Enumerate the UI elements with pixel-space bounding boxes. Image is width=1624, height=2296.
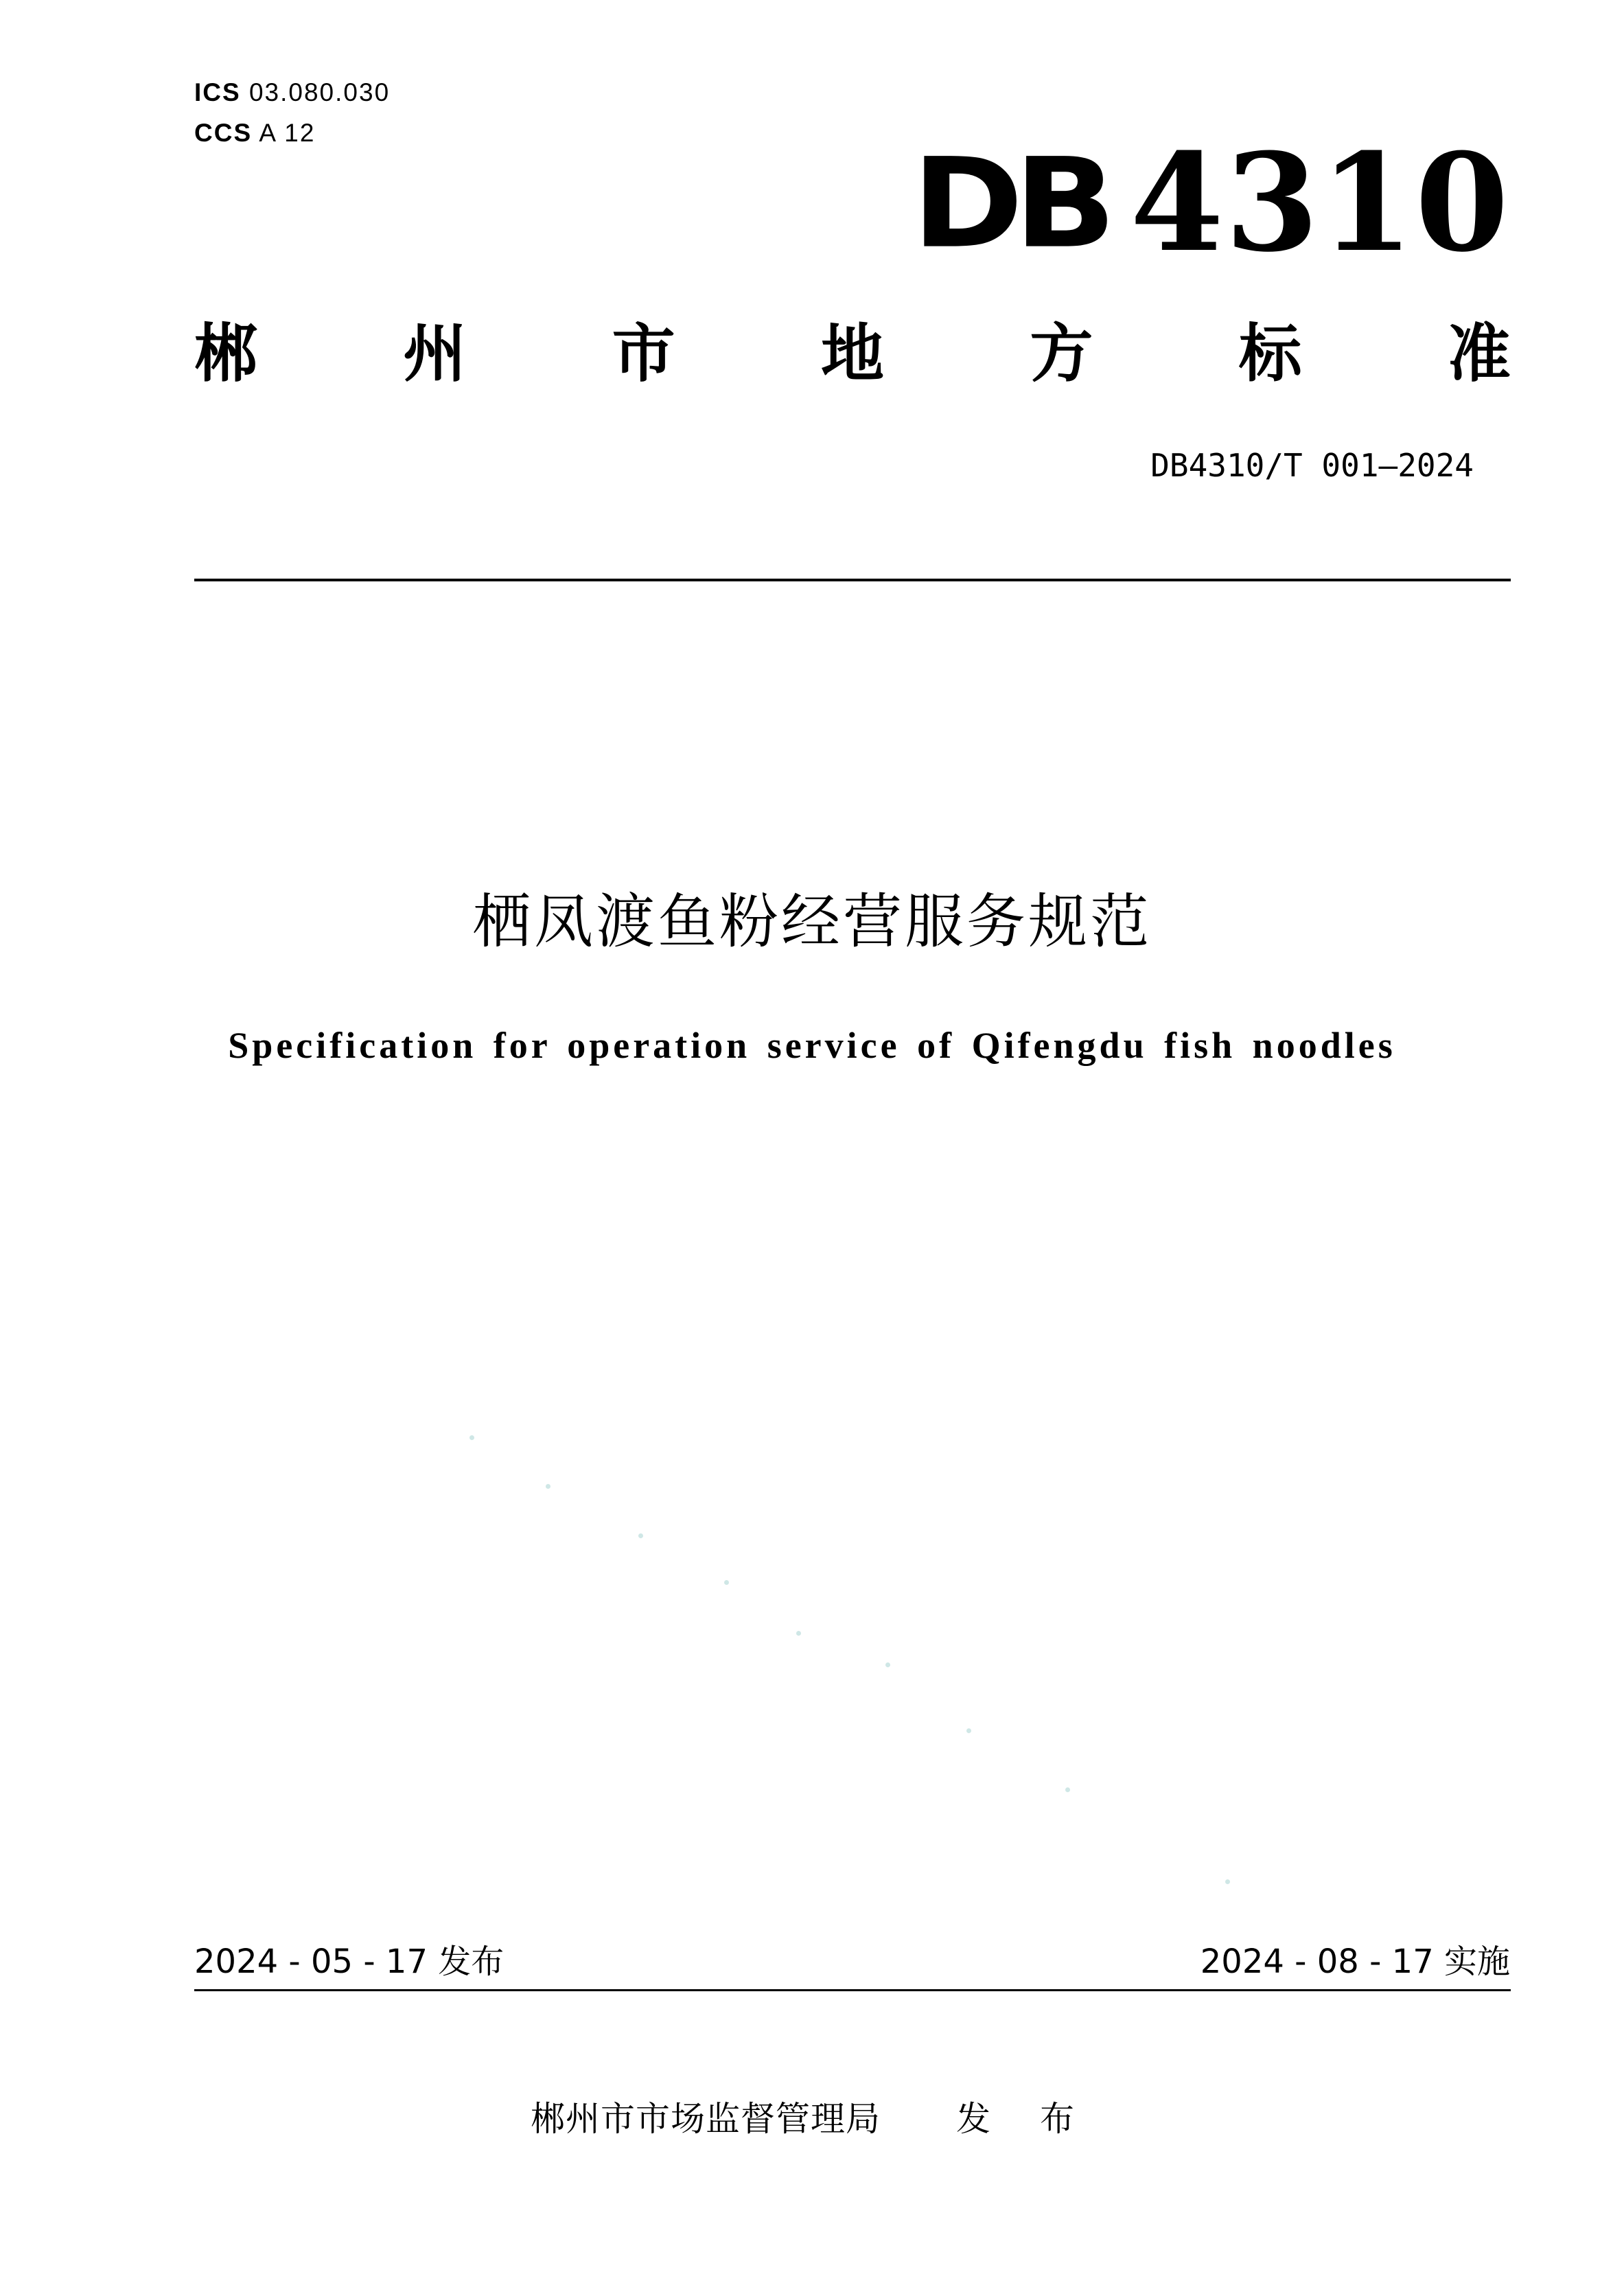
bottom-divider — [194, 1989, 1511, 1991]
logo-prefix: DB — [912, 132, 1107, 276]
standard-level-heading — [194, 308, 1511, 390]
publisher-line — [0, 2097, 1624, 2141]
publisher-name: 郴州市市场监督管理局 — [531, 2099, 881, 2139]
ics-value: 03.080.030 — [248, 78, 391, 106]
level-char: 准 — [1447, 317, 1511, 391]
level-char: 市 — [612, 317, 675, 391]
level-char: 标 — [1238, 317, 1302, 391]
title-english: Specification for operation service of Qifengdu fish noodles — [228, 1025, 1396, 1066]
standard-number: DB4310/T 001—2024 — [1150, 447, 1474, 484]
ccs-value: A 12 — [259, 119, 316, 147]
title-chinese: 栖凤渡鱼粉经营服务规范 — [472, 888, 1152, 956]
standard-logo — [912, 124, 1510, 282]
ics-classification — [194, 78, 390, 108]
ccs-classification — [194, 118, 315, 148]
publish-action: 发 布 — [956, 2099, 1093, 2139]
ics-label: ICS — [194, 78, 241, 106]
implementation-date: 2024 - 08 - 17 实施 — [1200, 1943, 1510, 1981]
issue-date: 2024 - 05 - 17 发布 — [194, 1943, 504, 1981]
level-char: 地 — [820, 317, 884, 391]
level-char: 方 — [1030, 317, 1093, 391]
ccs-label: CCS — [194, 119, 253, 147]
logo-number: 4310 — [1130, 124, 1510, 282]
top-divider — [194, 579, 1511, 581]
level-char: 郴 — [194, 317, 258, 391]
level-char: 州 — [403, 317, 467, 391]
